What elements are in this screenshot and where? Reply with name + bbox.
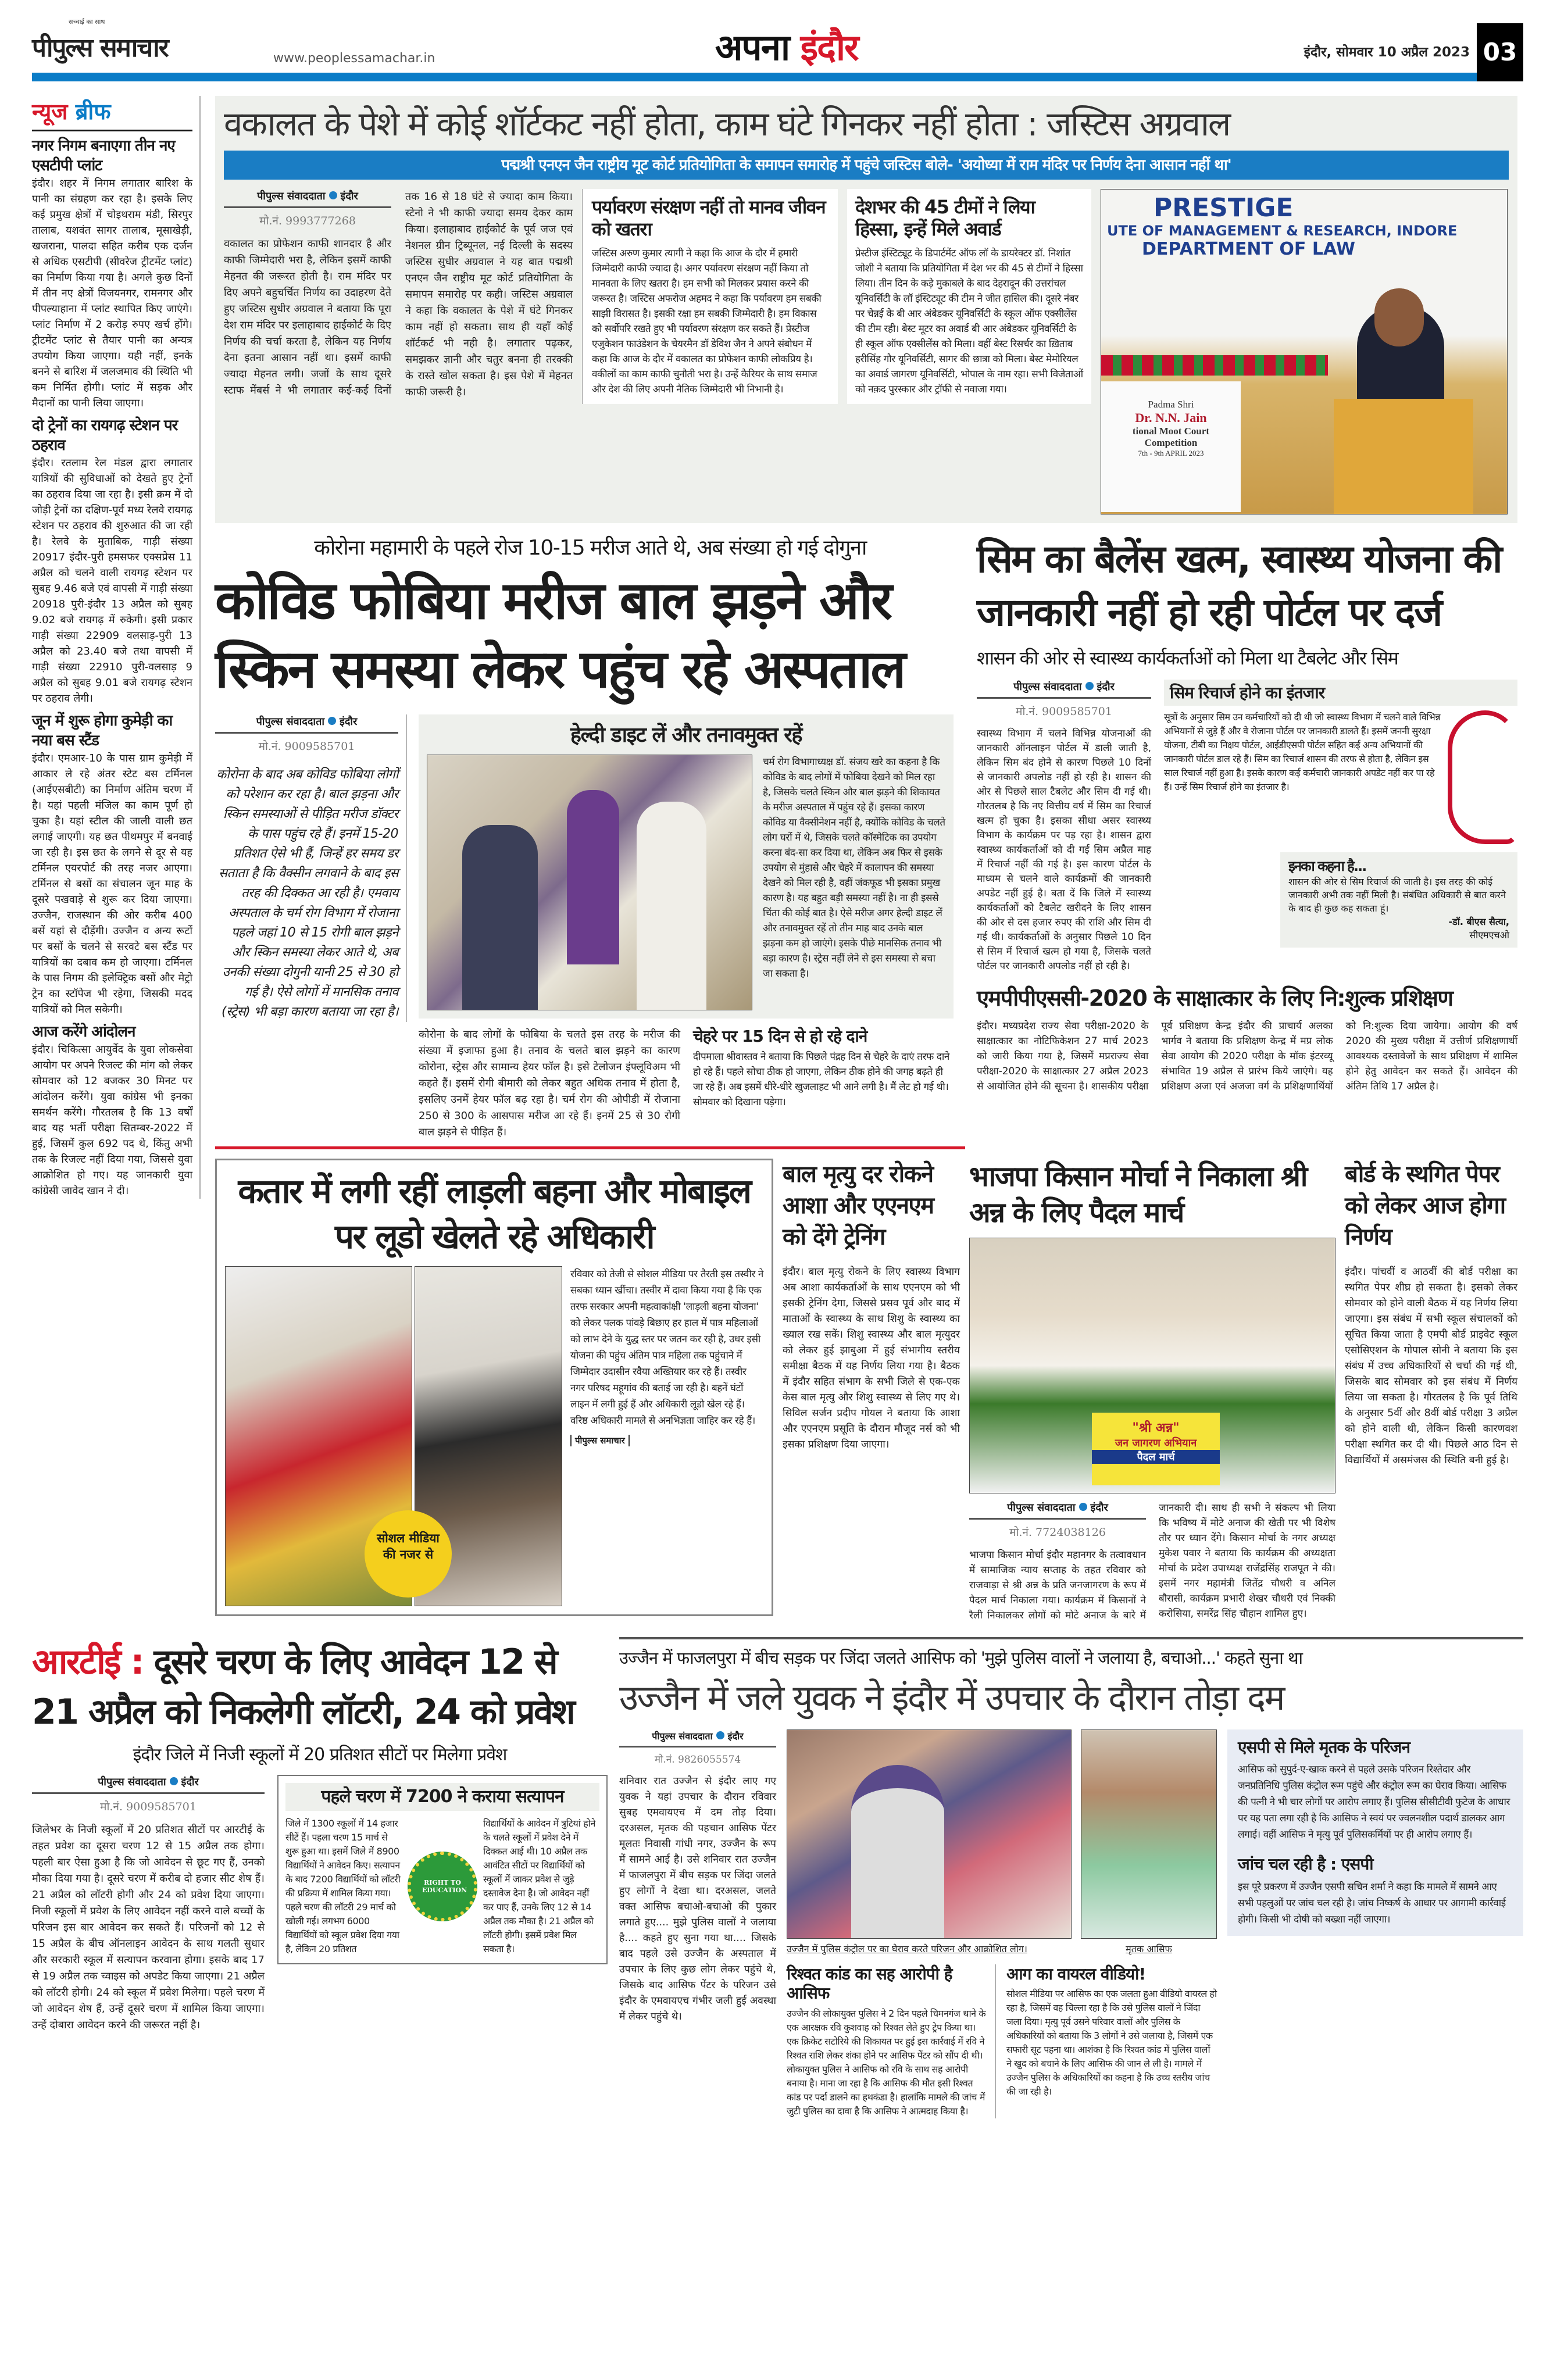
news-brief-title-red: न्यूज bbox=[32, 99, 68, 124]
byline-place: इंदौर bbox=[727, 1730, 744, 1742]
bjp-body: भाजपा किसान मोर्चा इंदौर महानगर के तत्वावधान में सामाजिक न्याय सप्ताह के तहत रविवार को राजवाड़ा से श्री अन्न के प्रति जनजागरण के रूप में पैदल मार्च निकाला गया। कार्यक्रम में किसानों ने रैली निकालकर लोगों को मोटे अनाज के बारे में जानकारी दी। साथ ही सभी ने संकल्प भी लिया कि भविष्य में मोटे अनाज की खेती पर भी विशेष तौर पर ध्यान देंगे। किसान मोर्चा के नगर अध्यक्ष मुकेश पवार ने बताया कि कार्यक्रम की अध्यक्षता मोर्चा के प्रदेश उपाध्यक्ष राजेंद्रसिंह राजपूत ने की। इसमें नगर महामंत्री जितेंद्र चौधरी व अनिल बौरासी, कार्यक्रम प्रभारी शेखर चौधरी एवं निक्की करोसिया, समरेंद्र सिंह चौहान शामिल हुए। bbox=[969, 1502, 1335, 1621]
ladli-content-row bbox=[225, 1266, 763, 1606]
ujjain-photos bbox=[787, 1729, 1217, 1956]
viral-video-subsection bbox=[1006, 1964, 1217, 2099]
sim-byline-block bbox=[977, 680, 1151, 719]
event-banner-text: 7th - 9th APRIL 2023 bbox=[1138, 448, 1204, 458]
byline bbox=[977, 680, 1151, 699]
lead-body: वकालत का प्रोफेशन काफी शानदार है और काफी जिम्मेदारी भरा है, लेकिन इसमें काफी मेहनत की जरूरत होती है। राम मंदिर पर दिए अपने बहुचर्चित निर्णय का उदाहरण देते हुए जस्टिस सुधीर अग्रवाल ने बताया कि पूरा देश राम मंदिर पर इलाहाबाद हाईकोर्ट के दिए निर्णय की चर्चा करता है, लेकिन यह निर्णय देना इतना आसान नहीं था। इसमें काफी ज्यादा मेहनत लगी। जजों के साथ दूसरे स्टाफ मेंबर्स ने भी लगातार कई-कई दिनों तक 16 से 18 घंटे से ज्यादा काम किया। स्टेनो ने भी काफी ज्यादा समय देकर काम किया। इलाहाबाद हाईकोर्ट के पूर्व जज एवं नेशनल ग्रीन ट्रिब्यूनल, नई दिल्ली के सदस्य जस्टिस सुधीर अग्रवाल ने यह बात पद्मश्री एनएन जैन राष्ट्रीय मूट कोर्ट प्रतियोगिता के समापन समारोह पर कही। जस्टिस अग्रवाल ने कहा कि वकालत के पेशे में घंटे गिनकर काम नहीं हो सकता। साथ ही यहाँ कोई शॉर्टकर्ट भी नही है। लगातार पढ़कर, समझकर ज्ञानी और चतुर बनना ही तरक्की के रास्ते खोल सकता है। इस पेशे में मेहनत काफी जरूरी है। bbox=[224, 190, 573, 398]
environment-box-headline: पर्यावरण संरक्षण नहीं तो मानव जीवन को खतरा bbox=[592, 195, 826, 240]
environment-box bbox=[582, 189, 838, 405]
reporter-mobile: मो.नं. 9009585701 bbox=[100, 1800, 197, 1813]
pimples-headline: चेहरे पर 15 दिन से हो रहे दाने bbox=[693, 1026, 867, 1046]
lead-content-row bbox=[224, 189, 1509, 514]
awards-box bbox=[847, 189, 1091, 405]
website-url[interactable]: www.peoplessamachar.in bbox=[273, 51, 435, 66]
person-figure bbox=[637, 802, 706, 1010]
sim-side bbox=[1164, 680, 1517, 948]
rte-box-headline: पहले चरण में 7200 ने कराया सत्यापन bbox=[285, 1783, 599, 1811]
sim-body-cols bbox=[977, 680, 1151, 974]
photo-credit: पीपुल्स समाचार bbox=[570, 1435, 630, 1446]
rte-left bbox=[32, 1775, 265, 2034]
sp-family-box bbox=[1227, 1729, 1523, 1936]
bottom-row bbox=[32, 1637, 1523, 2130]
sp-family-body: आसिफ को सुपुर्द-ए-खाक करने से पहले उसके परिजन रिश्तेदार और जनप्रतिनिधि पुलिस कंट्रोल रूम पहुंचे और कंट्रोल रूम का घेराव किया। आसिफ की पत्नी ने भी चार लोगों पर आरोप लगाए हैं। पुलिस सीसीटीवी फुटेज के आधार पर यह पता लगा रही है कि आसिफ ने स्वयं पर ज्वलनशील पदार्थ डालकर आग लगाई। वहीं आसिफ ने मृत्यु पूर्व पुलिसकर्मियों पर ही आरोप लगाए हैं। bbox=[1238, 1764, 1510, 1841]
quote-author: -डॉ. बीएस सैत्या, bbox=[1448, 916, 1509, 927]
environment-box-body: जस्टिस अरुण कुमार त्यागी ने कहा कि आज के दौर में हमारी जिम्मेदारी काफी ज्यादा है। अगर पर्यावरण संरक्षण नहीं किया तो मानवता के लिए खतरा है। हम सभी को मिलकर प्रयास करने की जरूरत है। जस्टिस अफरोज अहमद ने कहा कि पर्यावरण हम सबकी साझी विरासत है। इसकी रक्षा हम सबकी जिम्मेदारी है। हम विकास को सर्वोपरि रखते हुए भी पर्यावरण संरक्षण कर सकते हैं। प्रेस्टीज एजुकेशन फाउंडेशन के चेयरमैन डॉ डेविश जैन ने अपने संबोधन में कहा कि आज के दौर में वकालत का प्रोफेशन काफी लोकप्रिय है। वकीलों का काम काफी चुनौती भरा है। उन्हें कैरियर के साथ समाज और देश की लिए अपनी नैतिक जिम्मेदारी भी निभानी है। bbox=[592, 248, 822, 396]
section-title-part1: अपना bbox=[715, 26, 790, 69]
quote-author-role: सीएमएचओ bbox=[1469, 929, 1509, 941]
sim-recharge-box bbox=[1164, 680, 1517, 845]
sim-recharge-body: सूत्रों के अनुसार सिम उन कर्मचारियों को दी थी जो स्वास्थ्य विभाग में चलने वाले विभिन्न अभियानों से जुड़े हैं और वे रोजाना पोर्टल पर जानकारी डालते हैं। इसमें जननी सुरक्षा योजना, टीबी का निक्षय पोर्टल, आईडीएसपी पोर्टल सहित कई अन्य अभियानों की जानकारी पोर्टल डाल रहे हैं। सिम का रिचार्ज शासन की तरफ से होता है, लेकिन इस साल रिचार्ज नहीं हुआ है। इसके कारण कई कर्मचारी जानकारी अपडेट नहीं कर पा रहे हैं। उन्हें सिम रिचार्ज होने का इंतजार है। bbox=[1164, 712, 1441, 793]
event-banner bbox=[1101, 381, 1241, 512]
brief-headline: नगर निगम बनाएगा तीन नए एसटीपी प्लांट bbox=[32, 137, 175, 174]
quote-headline: इनका कहना है... bbox=[1288, 858, 1366, 875]
rte-box-right: विद्यार्थियों के आवेदन में त्रुटियां होने के चलते स्कूलों में प्रवेश देने में दिक्कत आई थी। 10 अप्रैल तक आवंटित सीटों पर विद्यार्थियों को स्कूलों में जाकर प्रवेश से जुड़े दस्तावेज देना है। जो आवेदन नहीं कर पाए हैं, उनके लिए 12 से 14 अप्रैल तक मौका है। 21 अप्रैल को लॉटरी होगी। इसमें प्रवेश मिल सकता है। bbox=[483, 1817, 595, 1954]
covid-kicker: कोरोना महामारी के पहले रोज 10-15 मरीज आते थे, अब संख्या हो गई दोगुना bbox=[314, 535, 866, 560]
sim-subhead: शासन की ओर से स्वास्थ्य कार्यकर्ताओं को मिला था टैबलेट और सिम bbox=[977, 646, 1398, 669]
ujjain-kicker: उज्जैन में फाजलपुरा में बीच सड़क पर जिंदा जलते आसिफ को 'मुझे पुलिस वालों ने जलाया है, बचाओ...' कहते सुना था bbox=[619, 1648, 1303, 1668]
reporter-mobile: मो.नं. 9826055574 bbox=[654, 1753, 741, 1766]
ujjain-byline-block bbox=[619, 1729, 776, 1766]
brief-body: इंदौर। शहर में निगम लगातार बारिश के पानी का संग्रहण कर रहा है। इसके लिए कई प्रमुख क्षेत्रों में चोइथराम मंडी, सिरपुर तालाब, यशवंत सागर तालाब, मूसाखेड़ी, खजराना, पालदा सहित करीब एक दर्जन से अधिक एसटीपी (सीवरेज ट्रीटमेंट प्लांट) का निर्माण किया गया है। अगले कुछ दिनों में तीन नए क्षेत्रों विजयनगर, रामनगर और पीपल्याहाना में प्लांट स्थापित किए जाएंगे। प्लांट निर्माण में 2 करोड़ रुपए खर्च होंगे। ट्रीटमेंट प्लांट से तैयार पानी का अन्यत्र उपयोग किया जाएगा। यही नहीं, इनके बनने से बारिश में जलजमाव की स्थिति भी कम निर्मित होगी। प्लांट में सड़क और मैदानों का पानी लिया जाएगा। bbox=[32, 177, 192, 409]
ladli-photos bbox=[225, 1266, 562, 1606]
byline-dot-icon bbox=[329, 191, 337, 199]
sim-mppsc-column bbox=[977, 533, 1517, 1095]
lead-headline: वकालत के पेशे में कोई शॉर्टकट नहीं होता, काम घंटे गिनकर नहीं होता : जस्टिस अग्रवाल bbox=[224, 104, 1230, 144]
byline bbox=[969, 1500, 1146, 1520]
photo-banner-text: DEPARTMENT OF LAW bbox=[1142, 238, 1355, 259]
photo-banner-text: PRESTIGE bbox=[1154, 192, 1294, 223]
section-title bbox=[715, 22, 858, 71]
rte-tag: आरटीई : bbox=[32, 1641, 143, 1682]
board-exam-story bbox=[1345, 1159, 1517, 1468]
ladli-text bbox=[570, 1266, 763, 1446]
healthy-diet-headline: हेल्दी डाइट लें और तनावमुक्त रहें bbox=[570, 723, 802, 747]
rte-logo-text: RIGHT TO EDUCATION bbox=[422, 1878, 467, 1894]
ujjain-story bbox=[619, 1637, 1523, 2118]
march-banner-text: जन जागरण अभियान bbox=[1115, 1436, 1197, 1449]
child-mortality-body: इंदौर। बाल मृत्यु रोकने के लिए स्वास्थ्य विभाग अब आशा कार्यकर्ताओं के साथ एएनएम को भी इसकी ट्रेनिंग देगा, जिससे प्रसव पूर्व और बाद में माताओं के स्वास्थ्य के साथ शिशु के स्वास्थ्य का ख्याल रख सकें। शिशु स्वास्थ्य और बाल मृत्युदर को लेकर हुई झाबुआ में हुई संभागीय स्तरीय समीक्षा बैठक में यह निर्णय लिया गया है। बैठक में इंदौर सहित संभाग के सभी जिले से एक-एक केस बाल मृत्यु और शिशु स्वास्थ्य से लिए गए थे। सिविल सर्जन प्रदीप गोयल ने बताया कि आशा और एएनएम प्रसूति के दौरान मौजूद नर्स को भी इसका प्रशिक्षण दिया जाएगा। bbox=[783, 1266, 960, 1450]
right-to-education-logo bbox=[408, 1852, 477, 1921]
portrait-photo-block bbox=[1081, 1729, 1217, 1956]
mppsc-story bbox=[977, 985, 1517, 1095]
covid-lower-row bbox=[419, 1027, 954, 1141]
child-mortality-story bbox=[783, 1159, 960, 1453]
page-number: 03 bbox=[1477, 23, 1523, 81]
byline-place: इंदौर bbox=[340, 190, 358, 202]
logo-tagline: सच्चाई का साथ bbox=[69, 18, 105, 26]
byline-dot-icon bbox=[1085, 682, 1094, 690]
covid-byline-block bbox=[215, 714, 407, 1022]
ujjain-left bbox=[619, 1729, 776, 2025]
event-banner-text: Competition bbox=[1144, 437, 1198, 448]
sim-story bbox=[977, 533, 1517, 974]
mother-child-icon bbox=[1448, 710, 1517, 844]
bribery-subsection bbox=[787, 1964, 996, 2118]
mppsc-headline: एमपीपीएससी-2020 के साक्षात्कार के लिए नि:शुल्क प्रशिक्षण bbox=[977, 985, 1453, 1011]
brief-headline: आज करेंगे आंदोलन bbox=[32, 1023, 135, 1041]
rte-headline bbox=[32, 1637, 608, 1737]
reporter-mobile: मो.नं. 9009585701 bbox=[258, 739, 355, 753]
healthy-diet-row bbox=[427, 755, 945, 1010]
ujjain-content-row bbox=[619, 1729, 1523, 2118]
moot-court-photo bbox=[1101, 189, 1508, 514]
protest-photo-block bbox=[787, 1729, 1072, 1956]
covid-story bbox=[215, 533, 965, 1149]
march-banner-text: पैदल मार्च bbox=[1092, 1450, 1220, 1464]
brief-body: इंदौर। एमआर-10 के पास ग्राम कुमेड़ी में आकार ले रहे अंतर स्टेट बस टर्मिनल (आईएसबीटी) का निर्माण अंतिम चरण में है। यहां पहली मंजिल का काम पूर्ण हो चुका है। यहां स्टील की जाली वाली छत लगाई जाएगी। यह छत पीथमपुर में बनवाई जा रही है। इस छत के लगने से दूर से यह टर्मिनल एयरपोर्ट की तरह नजर आएगा। टर्मिनल से बसों का संचालन जून माह के दूसरे पखवाड़े से शुरू कर दिया जाएगा। उज्जैन, राजस्थान की ओर करीब 400 बसें यहां से दौड़ेंगी। उज्जैन व अन्य रूटों पर बसों के चलने से सरवटे बस स्टैंड पर यात्रियों का दबाव कम हो जाएगा। टर्मिनल के पास निगम की इलेक्ट्रिक बसों और मेट्रो ट्रेन का स्टॉपेज भी रहेगा, जिसकी मदद यात्रियों को मिल सकेगी। bbox=[32, 752, 192, 1016]
board-headline: बोर्ड के स्थगित पेपर को लेकर आज होगा निर्णय bbox=[1345, 1160, 1505, 1250]
rte-subhead: इंदौर जिले में निजी स्कूलों में 20 प्रतिशत सीटों पर मिलेगा प्रवेश bbox=[133, 1744, 507, 1765]
sp-investigation-body: इस पूरे प्रकरण में उज्जैन एसपी सचिन शर्मा ने कहा कि मामले में सामने आए सभी पहलुओं पर जांच चल रही है। जांच निष्कर्ष के आधार पर आगामी कार्रवाई होगी। किसी भी दोषी को बख्शा नहीं जाएगा। bbox=[1238, 1881, 1506, 1925]
byline-text: पीपुल्स संवाददाता bbox=[257, 190, 326, 202]
brief-headline: दो ट्रेनों का रायगढ़ स्टेशन पर ठहराव bbox=[32, 417, 178, 454]
rte-body: जिलेभर के निजी स्कूलों में 20 प्रतिशत सीटों पर आरटीई के तहत प्रवेश का दूसरा चरण 12 से 15 अप्रैल तक होगा। पहली बार ऐसा हुआ है कि जो आवेदन से छूट गए हैं, उनको मौका दिया गया है। दूसरे चरण में करीब दो हजार सीट शेष हैं। 21 अप्रैल को लॉटरी होगी और 24 को प्रवेश दिया जाएगा। निजी स्कूलों में प्रवेश के लिए आवेदन नहीं करने वाले बच्चों के परिजन इस बार आवेदन कर सकते हैं। परिजनों को 12 से 15 अप्रैल के बीच ऑनलाइन आवेदन के साथ गलती सुधार और सरकारी स्कूल में सत्यापन करवाना होगा। इसके बाद 17 से 19 अप्रैल तक च्वाइस को अपडेट किया जाएगा। 21 अप्रैल को लॉटरी होगी। 24 को स्कूल में प्रवेश मिलेगा। पहले चरण में जो आवेदन शेष हैं, उन्हें दूसरे चरण में शामिल किया जाएगा। उन्हें दोबारा आवेदन करने की जरूरत नहीं है। bbox=[32, 1823, 265, 2031]
sim-headline: सिम का बैलेंस खत्म, स्वास्थ्य योजना की जानकारी नहीं हो रही पोर्टल पर दर्ज bbox=[977, 536, 1501, 635]
lower-row bbox=[215, 1159, 1517, 1623]
flower-garland bbox=[1101, 355, 1328, 376]
hospital-crowd-photo bbox=[427, 755, 752, 1010]
event-banner-text: Dr. N.N. Jain bbox=[1135, 410, 1207, 425]
photo-banner-texts bbox=[1107, 193, 1502, 259]
ladli-body: रविवार को तेजी से सोशल मीडिया पर तैरती इस तस्वीर ने सबका ध्यान खींचा। तस्वीर में दावा किया गया है कि एक तरफ सरकार अपनी महत्वाकांक्षी 'लाड़ली बहना योजना' को लेकर पलक पांवड़े बिछाए हर हाल में पात्र महिलाओं को लाभ देने के युद्ध स्तर पर जतन कर रही है, उधर इसी योजना की पहुंच अंतिम पात्र महिला तक पहुंचाने में जिम्मेदार उदासीन रवैया अख्तियार कर रहे हैं। तस्वीर नगर परिषद महूगांव की बताई जा रही है। बहनें घंटों लाइन में लगी हुई हैं और अधिकारी लूडो खेल रहे हैं। वरिष्ठ अधिकारी मामले से अनभिज्ञता जाहिर कर रहे हैं। bbox=[570, 1268, 763, 1427]
protest-crowd-photo bbox=[787, 1729, 1072, 1939]
portrait-caption: मृतक आसिफ bbox=[1126, 1943, 1172, 1954]
healthy-diet-box bbox=[419, 714, 954, 1019]
bribery-headline: रिश्वत कांड का सह आरोपी है आसिफ bbox=[787, 1964, 952, 2003]
quote-text: शासन की ओर से सिम रिचार्ज की जाती है। इस तरह की कोई जानकारी अभी तक नहीं मिली है। संबंधित अधिकारी से बात करने के बाद ही कुछ कह सकता हूं। bbox=[1288, 875, 1506, 914]
sim-content-row bbox=[977, 680, 1517, 974]
byline-place: इंदौर bbox=[340, 715, 358, 728]
bjp-headline: भाजपा किसान मोर्चा ने निकाला श्री अन्न के लिए पैदल मार्च bbox=[969, 1160, 1307, 1229]
event-banner-text: tional Moot Court bbox=[1132, 425, 1210, 437]
reporter-mobile: मो.नं. 9009585701 bbox=[1016, 705, 1112, 718]
person-figure bbox=[462, 825, 538, 1010]
byline-dot-icon bbox=[328, 717, 336, 725]
middle-row bbox=[215, 533, 1517, 1149]
rte-verification-box bbox=[277, 1775, 608, 1964]
brief-body: इंदौर। चिकित्सा आयुर्वेद के युवा लोकसेवा आयोग पर अपने रिजल्ट की मांग को लेकर सोमवार को 12 बजकर 30 मिनट पर आंदोलन करेंगे। युवा कांग्रेस भी इनका समर्थन करेंगे। गौरतलब है कि 13 वर्षों बाद यह भर्ती परीक्षा सितम्बर-2022 में हुई, जिसमें कुल 692 पद थे, किंतु अभी तक के रिजल्ट नहीं दिया गया, जिससे युवा आक्रोशित हो गए। यह जानकारी युवा कांग्रेसी जावेद खान ने दी। bbox=[32, 1044, 192, 1197]
child-mortality-headline: बाल मृत्यु दर रोकने आशा और एएनएम को देंगे ट्रेनिंग bbox=[783, 1160, 934, 1250]
reporter-mobile: मो.नं. 7724038126 bbox=[1009, 1525, 1106, 1539]
news-brief-title bbox=[32, 96, 192, 131]
covid-body: कोरोना के बाद लोगों के फोबिया के चलते इस तरह के मरीज की संख्या में इजाफा हुआ है। तनाव के चलते बाल झड़ने का कारण कोरोना, स्ट्रेस और सामान्य हेयर फॉल है। इसे टेलोजन इंफ्लूविअम भी कहते हैं। इसमें रोगी बीमारी को लेकर बहुत अधिक तनाव में होता है, इसलिए उनमें हेयर फॉल बढ़ रहा है। चर्म रोग की ओपीडी में रोजाना 250 से 300 के आसपास मरीज आ रहे हैं। इनमें 25 से 30 रोगी बाल झड़ने से पीड़ित हैं। bbox=[419, 1028, 680, 1138]
right-region bbox=[215, 96, 1517, 1623]
byline-place: इंदौर bbox=[1090, 1501, 1108, 1514]
awards-box-headline: देशभर की 45 टीमों ने लिया हिस्सा, इन्हें मिले अवार्ड bbox=[855, 195, 1035, 240]
lead-banner: पद्मश्री एनएन जैन राष्ट्रीय मूट कोर्ट प्रतियोगिता के समापन समारोह में पहुंचे जस्टिस बोले- 'अयोध्या में राम मंदिर पर निर्णय देना आसान नहीं था' bbox=[224, 151, 1509, 180]
news-brief-title-blue: ब्रीफ bbox=[75, 99, 111, 124]
bjp-march-photo bbox=[969, 1238, 1335, 1493]
person-figure bbox=[567, 790, 619, 964]
byline-text: पीपुल्स संवाददाता bbox=[1013, 680, 1082, 693]
photo-banner-text: UTE OF MANAGEMENT & RESEARCH, INDORE bbox=[1107, 222, 1458, 239]
pimples-body: दीपमाला श्रीवास्तव ने बताया कि पिछले पंद्रह दिन से चेहरे के दाएं तरफ दाने हो रहे हैं। पहले सोचा ठीक हो जाएगा, लेकिन ठीक होने की जगह बढ़ते ही जा रहे हैं। अब इसमें धीरे-धीरे खुजलाहट भी आने लगी है। मैं लेट हो गई थी। सोमवार को दिखाना पड़ेगा। bbox=[693, 1051, 949, 1109]
byline bbox=[215, 714, 398, 734]
rte-box-row bbox=[285, 1817, 599, 1956]
byline bbox=[32, 1775, 265, 1794]
byline-text: पीपुल्स संवाददाता bbox=[1007, 1501, 1076, 1514]
covid-right bbox=[419, 714, 954, 1141]
ujjain-sub-row bbox=[787, 1964, 1217, 2118]
section-title-part2: इंदौर bbox=[800, 26, 858, 69]
issue-date: इंदौर, सोमवार 10 अप्रैल 2023 bbox=[1304, 45, 1470, 60]
pimples-subsection bbox=[693, 1027, 954, 1110]
rte-byline-block bbox=[32, 1775, 265, 1814]
byline-text: पीपुल्स संवाददाता bbox=[652, 1730, 713, 1742]
bribery-body: उज्जैन की लोकायुक्त पुलिस ने 2 दिन पहले चिमनगंज थाने के एक आरक्षक रवि कुशवाह को रिश्वत लेते हुए ट्रेप किया था। एक क्रिकेट सटोरिये की शिकायत पर हुई इस कार्रवाई में रवि ने रिश्वत राशि लेकर शंका होने पर आसिफ पेंटर को सौंप दी थी। लोकायुक्त पुलिस ने आसिफ को रवि के साथ सह आरोपी बनाया है। माना जा रहा है कि आसिफ की मौत इसी रिश्वत कांड पर पर्दा डालने का हथकंडा है। हालांकि मामले की जांच में जुटी पुलिस का दावा है कि आसिफ ने आत्मदाह किया है। bbox=[787, 2007, 986, 2117]
byline-dot-icon bbox=[1079, 1503, 1087, 1511]
mppsc-body: इंदौर। मध्यप्रदेश राज्य सेवा परीक्षा-2020 के साक्षात्कार का नोटिफिकेशन 27 मार्च 2023 को जारी किया गया है, जिसमें मप्रराज्य सेवा परीक्षा-2020 के साक्षात्कार 27 अप्रैल 2023 से आयोजित होने की सूचना है। शासकीय परीक्षा पूर्व प्रशिक्षण केन्द्र इंदौर की प्राचार्य अलका भार्गव ने बताया कि प्रशिक्षण केन्द्र में मप्र लोक सेवा आयोग की 2020 परीक्षा के मॉक इंटरव्यू संभावित 19 अप्रैल से प्रारंभ किये जाएंगे। यह प्रशिक्षण अजा एवं अजजा वर्ग के प्रशिक्षणार्थियों को नि:शुल्क दिया जायेगा। आयोग की वर्ष 2020 की मुख्य परीक्षा में उत्तीर्ण प्रशिक्षणार्थी आवश्यक दस्तावेजों के साथ प्रशिक्षण में शामिल होने हेतु आवेदन कर सकते हैं। आवेदन की अंतिम तिथि 17 अप्रैल है। bbox=[977, 1020, 1517, 1093]
bjp-march-story bbox=[969, 1159, 1335, 1623]
byline-text: पीपुल्स संवाददाता bbox=[98, 1775, 166, 1788]
upper-region bbox=[32, 96, 1523, 1623]
sp-investigation-headline: जांच चल रही है : एसपी bbox=[1238, 1854, 1373, 1874]
masthead-blue-bar bbox=[32, 73, 1477, 81]
byline bbox=[619, 1729, 776, 1748]
awards-box-body: प्रेस्टीज इंस्टिट्यूट के डिपार्टमेंट ऑफ लॉ के डायरेक्टर डॉ. निशांत जोशी ने बताया कि प्रतियोगिता में देश भर की 45 से टीमों ने हिस्सा लिया। तीन दिन के कड़े मुकाबले के बाद देहरादून की उत्तरांचल यूनिवर्सिटी के लॉ इंस्टिट्यूट की टीम ने जीत हासिल की। दूसरे नंबर पर चेन्नई के बी आर अंबेडकर यूनिवर्सिटी के स्कूल ऑफ एक्सीलेंस की टीम रही। बेस्ट मूटर का अवार्ड बी आर अंबेडकर यूनिवर्सिटी के ही स्कूल ऑफ एक्सीलेंस को मिला। वहीं बेस्ट रिसर्चर का ख़िताब हरीसिंह गौर यूनिवर्सिटी, सागर की छात्रा को मिला। बेस्ट मेमोरियल का अवार्ड जागरण यूनिवर्सिटी, भोपाल के नाम रहा। सभी विजेताओं को नक़द पुरस्कार और ट्रॉफी से नवाजा गया। bbox=[855, 248, 1083, 396]
byline-dot-icon bbox=[170, 1777, 178, 1785]
lead-byline-block bbox=[224, 189, 391, 228]
rte-headline-text: दूसरे चरण के लिए आवेदन 12 से 21 अप्रैल को निकलेगी लॉटरी, 24 को प्रवेश bbox=[32, 1641, 574, 1732]
bjp-body-cols bbox=[969, 1500, 1335, 1623]
bjp-byline-block bbox=[969, 1500, 1146, 1539]
news-brief-column bbox=[32, 96, 201, 1199]
page-body bbox=[32, 96, 1523, 2130]
byline-text: पीपुल्स संवाददाता bbox=[256, 715, 324, 728]
viral-video-headline: आग का वायरल वीडियो! bbox=[1006, 1964, 1146, 1984]
newspaper-logo: पीपुल्स समाचार bbox=[32, 33, 168, 63]
brief-headline: जून में शुरू होगा कुमेड़ी का नया बस स्टैंड bbox=[32, 712, 173, 749]
byline-dot-icon bbox=[716, 1731, 724, 1739]
sim-body: स्वास्थ्य विभाग में चलने विभिन्न योजनाओं की जानकारी ऑनलाइन पोर्टल में डाली जाती है, लेकिन सिम बंद होने से कारण पिछले 10 दिनों से जानकारी अपलोड नहीं हो रही है। शासन की ओर से पिछले साल टैबलेट और सिम दी गई थी। गौरतलब है कि नए वित्तीय वर्ष में सिम का रिचार्ज खत्म हो चुका है। इसका सीधा असर स्वास्थ्य विभाग के कार्यक्रम पर पड़ रहा है। शासन द्वारा स्वास्थ्य कार्यकर्ताओं को दी गई सिम अप्रैल माह में रिचार्ज नहीं की गई है। इस कारण पोर्टल के माध्यम से चलने वाले कार्यक्रमों की जानकारी अपडेट नहीं हुई है। बता दें कि जिले में स्वास्थ्य कार्यकर्ताओं को टैबलेट खरीदने के लिए शासन की ओर से दस हजार रुपए की राशि और सिम दी गई थी। कार्यकर्ताओं के अनुसार पिछले 10 दिन से सिम में रिचार्ज खत्म हो गया है, जिसके चलते पोर्टल पर जानकारी अपलोड नहीं हो रही है। bbox=[977, 727, 1151, 972]
covid-content-row bbox=[215, 714, 965, 1141]
sim-recharge-headline: सिम रिचार्ज होने का इंतजार bbox=[1164, 680, 1517, 706]
sim-recharge-row bbox=[1164, 710, 1517, 844]
healthy-diet-body: चर्म रोग विभागाध्यक्ष डॉ. संजय खरे का कहना है कि कोविड के बाद लोगों में फोबिया देखने को मिल रहा है, जिसके चलते स्किन और बाल झड़ने की शिकायत के मरीज अस्पताल में पहुंच रहे हैं। इसका कारण कोविड या वैक्सीनेशन नहीं है, क्योंकि कोविड के चलते लोग घरों में थे, जिसके चलते कॉस्मेटिक का उपयोग करना बंद-सा कर दिया था, लेकिन अब फिर से इसके उपयोग से मुंहासे और चेहरे में कालापन की समस्या देखने को मिल रही है, वहीं जंकफूड भी इसका प्रमुख कारण है। यह बहुत बड़ी समस्या नहीं है। ना ही इससे चिंता की कोई बात है। ऐसे मरीज अगर हेल्दी डाइट लें और तनावमुक्त रहें तो तीन माह बाद उनके बाल झड़ना कम हो जाएंगे। इसके पीछे मानसिक तनाव भी बड़ा कारण है। स्ट्रेस नहीं लेने से इस समस्या से बचा जा सकता है। bbox=[763, 756, 945, 980]
board-body: इंदौर। पांचवीं व आठवीं की बोर्ड परीक्षा का स्थगित पेपर शीघ्र हो सकता है। इसको लेकर सोमवार को होने वाली बैठक में यह निर्णय लिया जाएगा। इस संबंध में सभी स्कूल संचालकों को सूचित किया जाता है एमपी बोर्ड प्राइवेट स्कूल एसोसिएशन के गोपाल सोनी ने बताया कि इस संबंध में उच्च अधिकारियों से चर्चा की गई थी, जिसके बाद सोमवार को इस संबंध में निर्णय लिया जा सकता है। गौरतलब है कि पूर्व तिथि के अनुसार 5वीं और 8वीं बोर्ड परीक्षा 3 अप्रैल को होने वाली थी, लेकिन किसी कारणवश परीक्षा स्थगित कर दी थी। पिछले आठ दिन से विद्यार्थियों में असमंजस की स्थिति बनी हुई है। bbox=[1345, 1266, 1517, 1466]
police-figure bbox=[851, 1765, 944, 1939]
deceased-portrait-photo bbox=[1081, 1729, 1217, 1939]
sp-family-headline: एसपी से मिले मृतक के परिजन bbox=[1238, 1737, 1410, 1757]
social-media-badge: सोशल मीडिया की नजर से bbox=[365, 1510, 452, 1598]
lead-body-cols bbox=[224, 189, 573, 401]
mppsc-body-cols bbox=[977, 1019, 1517, 1094]
masthead bbox=[0, 0, 1557, 87]
rte-box-left: जिले में 1300 स्कूलों में 14 हजार सीटें हैं। पहला चरण 15 मार्च से शुरू हुआ था। इसमें जिले में 8900 विद्यार्थियों ने आवेदन किए। सत्यापन के बाद 7200 विद्यार्थियों को लॉटरी की प्रक्रिया में शामिल किया गया। पहले चरण की लॉटरी 29 मार्च को खोली गई। लगभग 6000 विद्यार्थियों को स्कूल प्रवेश दिया गया है, लेकिन 20 प्रतिशत bbox=[285, 1817, 401, 1954]
march-banner bbox=[1092, 1413, 1220, 1485]
brief-body: इंदौर। रतलाम रेल मंडल द्वारा लगातार यात्रियों की सुविधाओं को देखते हुए ट्रेनों का ठहराव दिया जा रहा है। इसी क्रम में दो जोड़ी ट्रेनों का दक्षिण-पूर्व मध्य रेलवे रायगढ़ स्टेशन पर ठहराव की शुरुआत की जा रही है। रेलवे के मुताबिक, गाड़ी संख्या 20917 इंदौर-पुरी हमसफर एक्सप्रेस 11 अप्रैल को चलने वाली रायगढ़ स्टेशन पर सुबह 9.46 बजे एवं वापसी में गाड़ी संख्या 20918 पुरी-इंदौर 13 अप्रैल को सुबह 9.02 बजे रायगढ़ में रुकेगी। इसी प्रकार गाड़ी संख्या 22909 वलसाड़-पुरी 13 अप्रैल को 23.40 बजे तथा वापसी में गाड़ी संख्या 22910 पुरी-वलसाड़ 9 अप्रैल को सुबह 9.01 बजे रायगढ़ स्टेशन पर ठहराव लेगी। bbox=[32, 457, 192, 705]
ujjain-middle bbox=[787, 1729, 1217, 2118]
event-banner-text: Padma Shri bbox=[1148, 398, 1194, 410]
byline-place: इंदौर bbox=[181, 1775, 199, 1788]
march-banner-text: "श्री अन्न" bbox=[1132, 1420, 1180, 1435]
lead-story bbox=[215, 96, 1517, 523]
covid-intro: कोरोना के बाद अब कोविड फोबिया लोगों को परेशान कर रहा है। बाल झड़ना और स्किन समस्याओं से पीड़ित मरीज डॉक्टर के पास पहुंच रहे हैं। इनमें 15-20 प्रतिशत ऐसे भी हैं, जिन्हें हर समय डर सताता है कि वैक्सीन लगवाने के बाद इस तरह की दिक्कत आ रही है। एमवाय अस्पताल के चर्म रोग विभाग में रोजाना पहले जहां 10 से 15 रोगी बाल झड़ने और स्किन समस्या लेकर आते थे, अब उनकी संख्या दोगुनी यानी 25 से 30 हो गई है। ऐसे लोगों में मानसिक तनाव (स्ट्रेस) भी बड़ा कारण बताया जा रहा है। bbox=[216, 767, 398, 1019]
rte-content-row bbox=[32, 1775, 608, 2034]
speaker-head bbox=[1374, 288, 1424, 346]
byline-place: इंदौर bbox=[1097, 680, 1115, 693]
rte-story bbox=[32, 1637, 608, 2034]
sim-quote-box bbox=[1280, 852, 1517, 948]
podium bbox=[1334, 399, 1473, 514]
ujjain-headline: उज्जैन में जले युवक ने इंदौर में उपचार के दौरान तोड़ा दम bbox=[619, 1677, 1284, 1718]
viral-video-body: सोशल मीडिया पर आसिफ का एक जलता हुआ वीडियो वायरल हो रहा है, जिसमें वह चिल्ला रहा है कि उसे पुलिस वालों ने जिंदा जला दिया। मृत्यु पूर्व उसने परिवार वालों और पुलिस के अधिकारियों को बताया कि 3 लोगों ने उसे जलाया है, जिसमें एक सफारी सूट पहना था। आशंका है कि रिश्वत कांड में पुलिस वालों ने खुद को बचाने के लिए आसिफ की जान ले ली है। मामले में उज्जैन पुलिस के अधिकारियों का कहना है कि उच्च स्तरीय जांच की जा रही है। bbox=[1006, 1988, 1217, 2097]
ladli-behna-story bbox=[215, 1159, 773, 1616]
ujjain-body: शनिवार रात उज्जैन से इंदौर लाए गए युवक ने यहां उपचार के दौरान रविवार सुबह एमवायएच में दम तोड़ दिया। दरअसल, मृतक की पहचान आसिफ पेंटर मूलतः निवासी गांधी नगर, उज्जैन के रूप में सामने आई है। उसे शनिवार रात उज्जैन में फाजलपुरा में बीच सड़क पर जिंदा जलते हुए लोगों ने देखा था। दरअसल, जलते वक्त आसिफ बचाओ-बचाओ की पुकार लगाते हुए.... मुझे पुलिस वालों ने जलाया है.... कहते हुए सुना गया था.... जिसके बाद पहले उसे उज्जैन के अस्पताल में उपचार के लिए कुछ लोग लेकर पहुंचे थे, जिसके बाद आसिफ पेंटर के परिजन उसे इंदौर के एमवायएच गंभीर जली हुई अवस्था में लेकर पहुंचे थे। bbox=[619, 1775, 776, 2022]
byline bbox=[224, 189, 391, 208]
covid-headline: कोविड फोबिया मरीज बाल झड़ने और स्किन समस्या लेकर पहुंच रहे अस्पताल bbox=[215, 570, 905, 700]
protest-photo-caption: उज्जैन में पुलिस कंट्रोल पर का घेराव करते परिजन और आक्रोशित लोग। bbox=[787, 1943, 1027, 1954]
reporter-mobile: मो.नं. 9993777268 bbox=[259, 214, 356, 227]
ladli-headline: कतार में लगी रहीं लाड़ली बहना और मोबाइल पर लूडो खेलते रहे अधिकारी bbox=[238, 1171, 751, 1256]
